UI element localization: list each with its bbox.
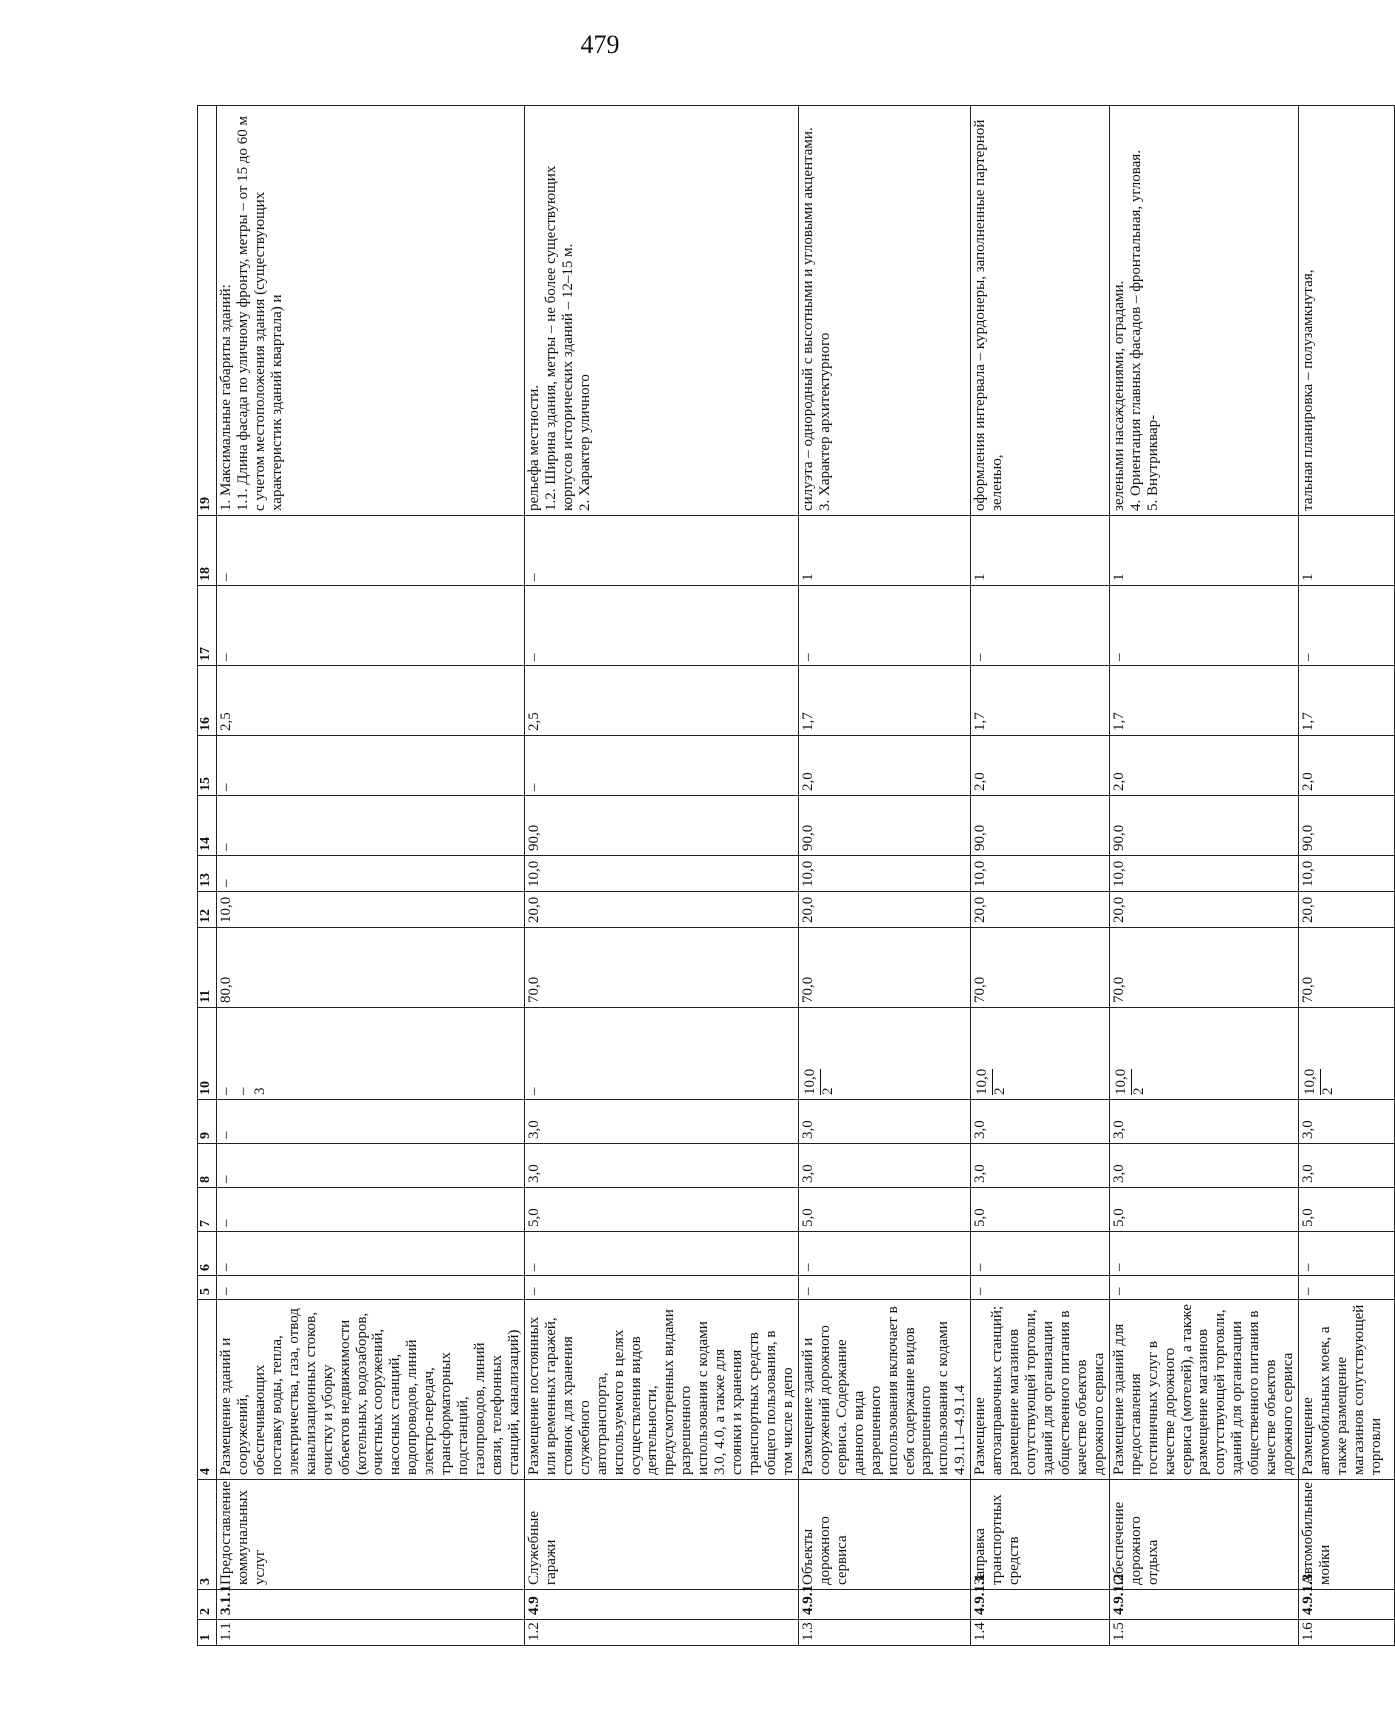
fraction-cell <box>971 1008 1110 1100</box>
fraction <box>1303 1069 1337 1095</box>
header-row <box>198 106 217 1646</box>
cell: – <box>217 516 525 586</box>
cell: 20,0 <box>524 892 798 928</box>
col-header: 7 <box>198 1188 217 1232</box>
cell: 90,0 <box>1299 796 1395 856</box>
col-header: 1 <box>198 1620 217 1646</box>
cell: 80,0 <box>217 928 525 1008</box>
cell: 3,0 <box>1299 1100 1395 1144</box>
fraction <box>803 1069 837 1095</box>
cell: – <box>798 1276 970 1300</box>
row-number: 1.6 <box>1299 1620 1395 1646</box>
cell: – <box>1299 1232 1395 1276</box>
cell: – <box>217 856 525 892</box>
cell: 70,0 <box>1299 928 1395 1008</box>
fraction-cell <box>1109 1008 1298 1100</box>
col-header: 12 <box>198 892 217 928</box>
cell: – <box>798 586 970 666</box>
cell: 5,0 <box>1109 1188 1298 1232</box>
use-code: 4.9.1.2 <box>1109 1590 1298 1620</box>
cell: – <box>524 516 798 586</box>
fraction-numerator: 10,0 <box>1303 1069 1321 1095</box>
cell <box>217 1008 525 1100</box>
table-row <box>1299 106 1395 1646</box>
cell: 5,0 <box>1299 1188 1395 1232</box>
cell: 2,0 <box>798 736 970 796</box>
col-header: 8 <box>198 1144 217 1188</box>
cell: 2,0 <box>1109 736 1298 796</box>
cell: – <box>217 1100 525 1144</box>
cell: 90,0 <box>1109 796 1298 856</box>
page-number: 479 <box>580 30 620 59</box>
fraction-numerator: 10,0 <box>803 1069 821 1095</box>
col-header: 18 <box>198 516 217 586</box>
cell: 1,7 <box>1299 666 1395 736</box>
cell: 1 <box>1299 516 1395 586</box>
cell <box>524 1008 798 1100</box>
fraction-denominator: 2 <box>1319 1087 1336 1095</box>
cell: 1 <box>971 516 1110 586</box>
cell: – <box>217 1188 525 1232</box>
use-description: Размещение зданий для предоставления гостиничных услуг в качестве дорожного сервиса (мотелей), а также размещение магазинов сопутствующей торговли, зданий для организации общественного питания в качестве объектов дорожного сервиса <box>1109 1300 1298 1480</box>
fraction-denominator: 2 <box>1130 1087 1147 1095</box>
cell: 1 <box>798 516 970 586</box>
cell: 2,5 <box>217 666 525 736</box>
cell: 5,0 <box>524 1188 798 1232</box>
col-header: 14 <box>198 796 217 856</box>
cell: 5,0 <box>798 1188 970 1232</box>
fraction-denominator: 2 <box>819 1087 836 1095</box>
use-description: Размещение зданий и сооружений дорожного сервиса. Содержание данного вида разрешенного использования включает в себя содержание видов разрешенного использования с кодами 4.9.1.1–4.9.1.4 <box>798 1300 970 1480</box>
cell-line: – <box>525 1087 542 1095</box>
use-code: 4.9.1.3 <box>1299 1590 1395 1620</box>
cell: 10,0 <box>1299 856 1395 892</box>
col-header: 2 <box>198 1590 217 1620</box>
fraction-denominator: 2 <box>992 1087 1008 1095</box>
cell: 20,0 <box>798 892 970 928</box>
cell: – <box>524 586 798 666</box>
cell: 70,0 <box>524 928 798 1008</box>
col-header: 9 <box>198 1100 217 1144</box>
row-number: 1.3 <box>798 1620 970 1646</box>
fraction-cell <box>798 1008 970 1100</box>
table-container <box>197 106 1384 1646</box>
cell: 5,0 <box>971 1188 1110 1232</box>
cell: – <box>524 1276 798 1300</box>
cell: 10,0 <box>1109 856 1298 892</box>
cell: – <box>1299 586 1395 666</box>
cell: – <box>1299 1276 1395 1300</box>
cell: 10,0 <box>524 856 798 892</box>
col-header: 15 <box>198 736 217 796</box>
col-header: 13 <box>198 856 217 892</box>
cell: 10,0 <box>217 892 525 928</box>
use-code: 4.9.1 <box>798 1590 970 1620</box>
col-header: 16 <box>198 666 217 736</box>
cell: 1,7 <box>798 666 970 736</box>
cell: – <box>524 736 798 796</box>
table-row <box>971 106 1110 1646</box>
cell: 10,0 <box>798 856 970 892</box>
cell-line: 3 <box>251 1087 268 1095</box>
cell: 20,0 <box>1299 892 1395 928</box>
row-number: 1.5 <box>1109 1620 1298 1646</box>
fraction-cell <box>1299 1008 1395 1100</box>
cell: 2,5 <box>524 666 798 736</box>
row-number: 1.4 <box>971 1620 1110 1646</box>
cell: 3,0 <box>1299 1144 1395 1188</box>
cell: 1 <box>1109 516 1298 586</box>
cell: – <box>1109 1276 1298 1300</box>
use-code: 4.9.1.1 <box>971 1590 1110 1620</box>
cell: 1,7 <box>1109 666 1298 736</box>
cell: 3,0 <box>1109 1100 1298 1144</box>
cell: – <box>217 1232 525 1276</box>
cell: 3,0 <box>971 1144 1110 1188</box>
cell: 70,0 <box>971 928 1110 1008</box>
fraction <box>975 1069 1009 1095</box>
cell: 2,0 <box>971 736 1110 796</box>
cell: – <box>217 1144 525 1188</box>
cell: – <box>1109 586 1298 666</box>
cell: – <box>217 586 525 666</box>
cell: – <box>971 1276 1110 1300</box>
cell: 10,0 <box>971 856 1110 892</box>
table-row <box>524 106 798 1646</box>
cell: 3,0 <box>524 1144 798 1188</box>
cell: 3,0 <box>1109 1144 1298 1188</box>
use-name: Автомобильные мойки <box>1299 1480 1395 1590</box>
cell: – <box>1109 1232 1298 1276</box>
cell: 3,0 <box>524 1100 798 1144</box>
use-code: 3.1.1 <box>217 1590 525 1620</box>
use-name: Служебные гаражи <box>524 1480 798 1590</box>
table-row <box>1109 106 1298 1646</box>
col-header: 11 <box>198 928 217 1008</box>
fraction-numerator: 10,0 <box>975 1069 993 1095</box>
cell: – <box>217 796 525 856</box>
cell: 70,0 <box>798 928 970 1008</box>
col-header: 3 <box>198 1480 217 1590</box>
cell: 90,0 <box>971 796 1110 856</box>
cell: – <box>217 736 525 796</box>
regulations-table <box>197 105 1395 1646</box>
cell: 1,7 <box>971 666 1110 736</box>
table-row <box>798 106 970 1646</box>
use-name: Объекты дорожного сервиса <box>798 1480 970 1590</box>
fraction <box>1114 1069 1148 1095</box>
notes-cell: тальная планировка – полузамкнутая, <box>1299 106 1395 516</box>
col-header: 10 <box>198 1008 217 1100</box>
cell: – <box>217 1276 525 1300</box>
notes-cell: зелеными насаждениями, оградами. 4. Ориентация главных фасадов – фронтальная, угловая. 5. Внутриквар- <box>1109 106 1298 516</box>
col-header: 17 <box>198 586 217 666</box>
row-number: 1.1 <box>217 1620 525 1646</box>
fraction-numerator: 10,0 <box>1114 1069 1132 1095</box>
cell: 3,0 <box>798 1100 970 1144</box>
use-description: Размещение зданий и сооружений, обеспечивающих поставку воды, тепла, электричества, газа, отвод канализационных стоков, очистку и уборку объектов недвижимости (котельных, водозаборов, очистных сооружений, насосных станций, водопроводов, линий электро-передач, трансформаторных подстанций, газопроводов, линий связи, телефонных станций, канализаций) <box>217 1300 525 1480</box>
notes-cell: 1. Максимальные габариты зданий: 1.1. Длина фасада по уличному фронту, метры – от 15 до 60 м с учетом местоположения здания (существующих характеристик зданий квартала) и <box>217 106 525 516</box>
cell: 90,0 <box>524 796 798 856</box>
cell: – <box>798 1232 970 1276</box>
use-code: 4.9 <box>524 1590 798 1620</box>
notes-cell: силуэта – однородный с высотными и угловыми акцентами. 3. Характер архитектурного <box>798 106 970 516</box>
cell: 90,0 <box>798 796 970 856</box>
cell-line: – <box>234 1087 251 1095</box>
col-header: 6 <box>198 1232 217 1276</box>
col-header: 4 <box>198 1300 217 1480</box>
cell: – <box>524 1232 798 1276</box>
cell: 3,0 <box>971 1100 1110 1144</box>
col-header: 5 <box>198 1276 217 1300</box>
cell-line: – <box>218 1087 234 1095</box>
row-number: 1.2 <box>524 1620 798 1646</box>
cell: 70,0 <box>1109 928 1298 1008</box>
use-name: Обеспечение дорожного отдыха <box>1109 1480 1298 1590</box>
cell: 3,0 <box>798 1144 970 1188</box>
use-name: Заправка транспортных средств <box>971 1480 1110 1590</box>
use-description: Размещение постоянных или временных гаражей, стоянок для хранения служебного автотранспорта, используемого в целях осуществления видов деятельности, предусмотренных видами разрешенного использования с кодами 3.0, 4.0, а также для стоянки и хранения транспортных средств общего пользования, в том числе в депо <box>524 1300 798 1480</box>
rotated-table-area <box>197 106 1384 1646</box>
notes-cell: рельефа местности. 1.2. Ширина здания, метры – не более существующих корпусов исторических зданий – 12–15 м. 2. Характер уличного <box>524 106 798 516</box>
cell: – <box>971 586 1110 666</box>
col-header: 19 <box>198 106 217 516</box>
cell: 2,0 <box>1299 736 1395 796</box>
cell: 20,0 <box>1109 892 1298 928</box>
use-name: Предоставление коммунальных услуг <box>217 1480 525 1590</box>
cell: – <box>971 1232 1110 1276</box>
cell: 20,0 <box>971 892 1110 928</box>
table-row <box>217 106 525 1646</box>
use-description: Размещение автомобильных моек, а также размещение магазинов сопутствующей торговли <box>1299 1300 1395 1480</box>
use-description: Размещение автозаправочных станций; размещение магазинов сопутствующей торговли, зданий для организации общественного питания в качестве объектов дорожного сервиса <box>971 1300 1110 1480</box>
notes-cell: оформления интервала – курдонеры, заполненные партерной зеленью, <box>971 106 1110 516</box>
